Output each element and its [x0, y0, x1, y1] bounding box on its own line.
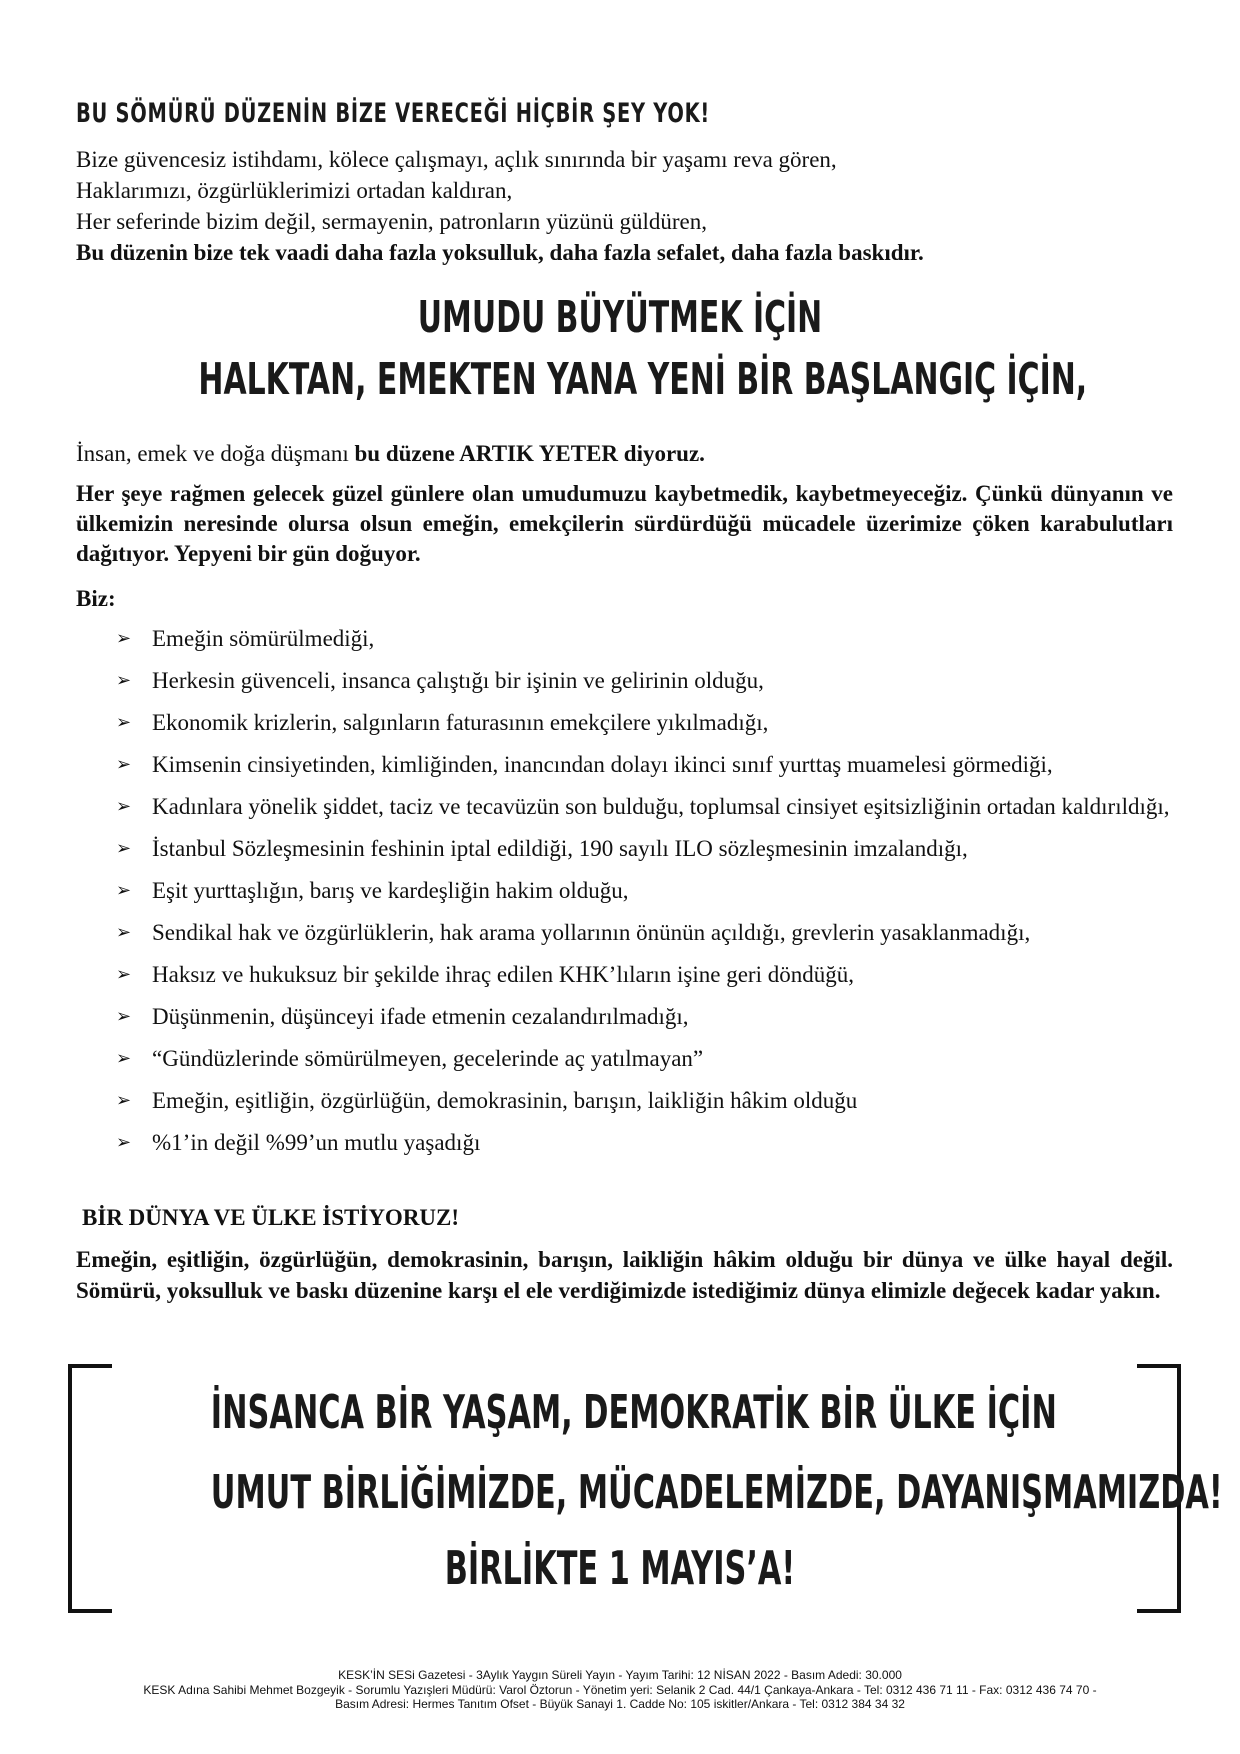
- biz-label: Biz:: [76, 586, 116, 611]
- statement: [76, 438, 1176, 469]
- list-item: ➢ Ekonomik krizlerin, salgınların faturasının emekçilere yıkılmadığı,: [116, 708, 1173, 738]
- headline-line-2: HALKTAN, EMEKTEN YANA YENİ BİR BAŞLANGIÇ İÇİN,: [198, 354, 1088, 405]
- headline-line-1: UMUDU BÜYÜTMEK İÇİN: [417, 292, 823, 343]
- arrowhead-right-icon: ➢: [116, 1090, 132, 1111]
- closing-paragraph: Emeğin, eşitliğin, özgürlüğün, demokrasinin, barışın, laikliğin hâkim olduğu bir dünya ve ülke hayal değil. Sömürü, yoksulluk ve baskı düzenine karşı el ele verdiğimizde istediğimiz dünya elimizle değecek kadar yakın.: [76, 1247, 1173, 1303]
- footer-line: KESK’İN SESi Gazetesi - 3Aylık Yaygın Süreli Yayın - Yayım Tarihi: 12 NİSAN 2022 - Basım Adedi: 30.000: [338, 1668, 902, 1682]
- slogan-line-1: İNSANCA BİR YAŞAM, DEMOKRATİK BİR ÜLKE İÇİN: [210, 1385, 1057, 1439]
- list-item: ➢ Düşünmenin, düşünceyi ifade etmenin cezalandırılmadığı,: [116, 1002, 1173, 1032]
- arrowhead-right-icon: ➢: [116, 628, 132, 649]
- arrowhead-right-icon: ➢: [116, 796, 132, 817]
- intro-line: Bize güvencesiz istihdamı, kölece çalışmayı, açlık sınırında bir yaşamı reva gören,: [76, 147, 837, 172]
- hope-paragraph: Her şeye rağmen gelecek güzel günlere olan umudumuzu kaybetmedik, kaybetmeyeceğiz. Çünkü dünyanın ve ülkemizin neresinde olursa olsun emeğin, emekçilerin sürdürdüğü mücadele üzerimize çöken karabulutları dağıtıyor. Yepyeni bir gün doğuyor.: [76, 481, 1173, 566]
- list-item: ➢ %1’in değil %99’un mutlu yaşadığı: [116, 1128, 1173, 1158]
- slogan-line-2: UMUT BİRLİĞİMİZDE, MÜCADELEMİZDE, DAYANIŞMAMIZDA!: [210, 1465, 1223, 1519]
- list-item: ➢ Emeğin, eşitliğin, özgürlüğün, demokrasinin, barışın, laikliğin hâkim olduğu: [116, 1086, 1173, 1116]
- arrowhead-right-icon: ➢: [116, 1006, 132, 1027]
- page-title: BU SÖMÜRÜ DÜZENİN BİZE VERECEĞİ HİÇBİR ŞEY YOK!: [76, 98, 711, 129]
- list-item: ➢ Emeğin sömürülmediği,: [116, 624, 1173, 654]
- demands-list: [116, 624, 1173, 1170]
- imprint-footer: [0, 1668, 1240, 1712]
- footer-line: Basım Adresi: Hermes Tanıtım Ofset - Büyük Sanayi 1. Cadde No: 105 iskitler/Ankara - Tel: 0312 384 34 32: [335, 1697, 905, 1711]
- arrowhead-right-icon: ➢: [116, 880, 132, 901]
- list-item: ➢ Eşit yurttaşlığın, barış ve kardeşliğin hakim olduğu,: [116, 876, 1173, 906]
- arrowhead-right-icon: ➢: [116, 838, 132, 859]
- intro-block: [76, 144, 1176, 268]
- slogan-line-3: BİRLİKTE 1 MAYIS’A!: [444, 1541, 796, 1595]
- list-item: ➢ “Gündüzlerinde sömürülmeyen, gecelerinde aç yatılmayan”: [116, 1044, 1173, 1074]
- statement-bold: bu düzene ARTIK YETER diyoruz.: [354, 441, 705, 466]
- arrowhead-right-icon: ➢: [116, 754, 132, 775]
- footer-line: KESK Adına Sahibi Mehmet Bozgeyik - Sorumlu Yazışleri Müdürü: Varol Öztorun - Yönetim yeri: Selanik 2 Cad. 44/1 Çankaya-Ankara - Tel: 0312 436 71 11 - Fax: 0312 436 74 70 -: [143, 1682, 1097, 1697]
- list-item: ➢ Kimsenin cinsiyetinden, kimliğinden, inancından dolayı ikinci sınıf yurttaş muamelesi görmediği,: [116, 750, 1173, 780]
- list-item: ➢ Haksız ve hukuksuz bir şekilde ihraç edilen KHK’lıların işine geri döndüğü,: [116, 960, 1173, 990]
- list-item: ➢ İstanbul Sözleşmesinin feshinin iptal edildiği, 190 sayılı ILO sözleşmesinin imzalandığı,: [116, 834, 1173, 864]
- wish-line: BİR DÜNYA VE ÜLKE İSTİYORUZ!: [82, 1205, 460, 1230]
- list-item: ➢ Kadınlara yönelik şiddet, taciz ve tecavüzün son bulduğu, toplumsal cinsiyet eşitsizliğinin ortadan kaldırıldığı,: [116, 792, 1173, 822]
- intro-line: Her seferinde bizim değil, sermayenin, patronların yüzünü güldüren,: [76, 209, 708, 234]
- arrowhead-right-icon: ➢: [116, 670, 132, 691]
- list-item: ➢ Sendikal hak ve özgürlüklerin, hak arama yollarının önünün açıldığı, grevlerin yasaklanmadığı,: [116, 918, 1173, 948]
- arrowhead-right-icon: ➢: [116, 922, 132, 943]
- intro-bold-line: Bu düzenin bize tek vaadi daha fazla yoksulluk, daha fazla sefalet, daha fazla baskıdır.: [76, 240, 924, 265]
- arrowhead-right-icon: ➢: [116, 1132, 132, 1153]
- arrowhead-right-icon: ➢: [116, 1048, 132, 1069]
- statement-plain: İnsan, emek ve doğa düşmanı: [76, 441, 355, 466]
- intro-line: Haklarımızı, özgürlüklerimizi ortadan kaldıran,: [76, 178, 513, 203]
- left-bracket: [68, 1364, 112, 1613]
- arrowhead-right-icon: ➢: [116, 712, 132, 733]
- arrowhead-right-icon: ➢: [116, 964, 132, 985]
- list-item: ➢ Herkesin güvenceli, insanca çalıştığı bir işinin ve gelirinin olduğu,: [116, 666, 1173, 696]
